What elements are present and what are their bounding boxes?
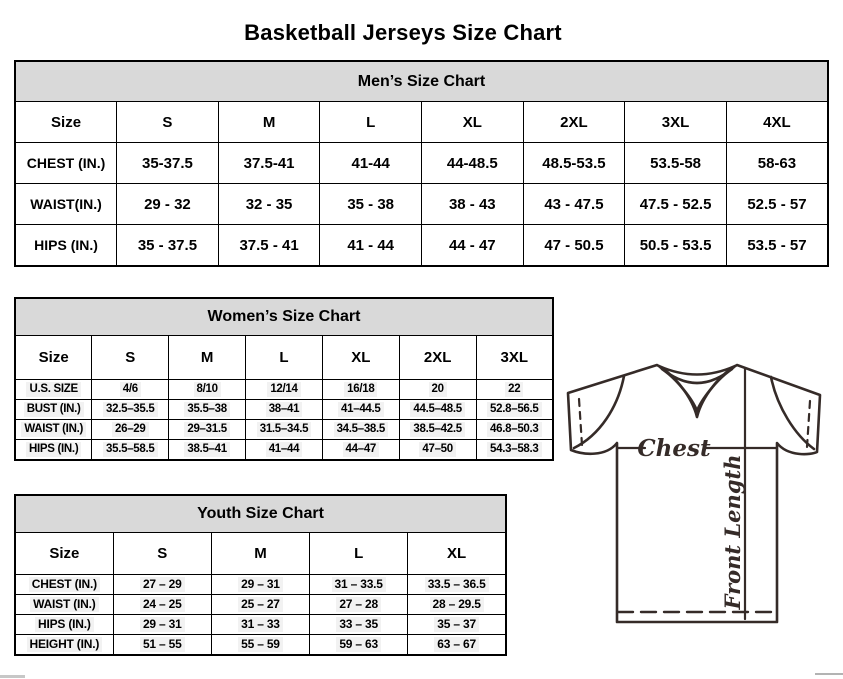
cell: 28 – 29.5 — [408, 595, 506, 615]
horizontal-scrollbar-fragment[interactable] — [815, 673, 843, 675]
cell: 26–29 — [92, 420, 169, 440]
womens-size-table — [14, 297, 554, 461]
cell: 47–50 — [399, 440, 476, 461]
column-header: 4XL — [726, 102, 828, 143]
column-header: Size — [15, 336, 92, 380]
table-row — [15, 615, 506, 635]
horizontal-scrollbar-fragment[interactable] — [0, 675, 25, 678]
column-header: M — [169, 336, 246, 380]
cell: 55 – 59 — [211, 635, 309, 656]
table-row — [15, 225, 828, 267]
cell: 22 — [476, 380, 553, 400]
jersey-measurement-diagram — [558, 357, 840, 649]
front-length-label: Front Length — [720, 454, 745, 610]
table-row — [15, 420, 553, 440]
column-header: XL — [322, 336, 399, 380]
cell: 38.5–41 — [169, 440, 246, 461]
cell: 35 - 38 — [320, 184, 422, 225]
cell: 29 – 31 — [113, 615, 211, 635]
table-row — [15, 143, 828, 184]
table-row — [15, 184, 828, 225]
cell: 59 – 63 — [310, 635, 408, 656]
cell: 37.5-41 — [218, 143, 320, 184]
cell: 33 – 35 — [310, 615, 408, 635]
column-header: 3XL — [625, 102, 727, 143]
cell: 41–44.5 — [322, 400, 399, 420]
cell: 43 - 47.5 — [523, 184, 625, 225]
mens-banner: Men’s Size Chart — [15, 61, 828, 102]
page-title: Basketball Jerseys Size Chart — [244, 19, 562, 45]
table-row — [15, 380, 553, 400]
cell: 41-44 — [320, 143, 422, 184]
mens-size-table — [14, 60, 829, 267]
column-header: L — [246, 336, 323, 380]
cell: 54.3–58.3 — [476, 440, 553, 461]
chest-label: Chest — [637, 435, 711, 462]
row-label: CHEST (IN.) — [15, 575, 113, 595]
cell: 38 - 43 — [422, 184, 524, 225]
column-header: M — [211, 533, 309, 575]
cell: 20 — [399, 380, 476, 400]
row-label: WAIST (IN.) — [15, 420, 92, 440]
cell: 38–41 — [246, 400, 323, 420]
column-header: 3XL — [476, 336, 553, 380]
cell: 4/6 — [92, 380, 169, 400]
youth-size-table — [14, 494, 507, 656]
cell: 41–44 — [246, 440, 323, 461]
cell: 35.5–38 — [169, 400, 246, 420]
cell: 35-37.5 — [117, 143, 219, 184]
cell: 52.5 - 57 — [726, 184, 828, 225]
table-banner-row — [15, 298, 553, 336]
cell: 44 - 47 — [422, 225, 524, 267]
column-header: XL — [408, 533, 506, 575]
column-header: S — [117, 102, 219, 143]
column-header: Size — [15, 102, 117, 143]
column-header: L — [320, 102, 422, 143]
cell: 32 - 35 — [218, 184, 320, 225]
table-row — [15, 575, 506, 595]
cell: 24 – 25 — [113, 595, 211, 615]
cell: 16/18 — [322, 380, 399, 400]
cell: 31.5–34.5 — [246, 420, 323, 440]
cell: 53.5-58 — [625, 143, 727, 184]
table-row — [15, 440, 553, 461]
cell: 38.5–42.5 — [399, 420, 476, 440]
row-label: WAIST (IN.) — [15, 595, 113, 615]
cell: 47.5 - 52.5 — [625, 184, 727, 225]
cell: 44–47 — [322, 440, 399, 461]
column-header: 2XL — [523, 102, 625, 143]
row-label: CHEST (IN.) — [15, 143, 117, 184]
column-header: M — [218, 102, 320, 143]
size-header-row — [15, 336, 553, 380]
table-banner-row — [15, 61, 828, 102]
cell: 41 - 44 — [320, 225, 422, 267]
column-header: L — [310, 533, 408, 575]
row-label: U.S. SIZE — [15, 380, 92, 400]
cell: 51 – 55 — [113, 635, 211, 656]
column-header: S — [92, 336, 169, 380]
cell: 8/10 — [169, 380, 246, 400]
cell: 44-48.5 — [422, 143, 524, 184]
cell: 12/14 — [246, 380, 323, 400]
cell: 35 – 37 — [408, 615, 506, 635]
row-label: HIPS (IN.) — [15, 615, 113, 635]
cell: 44.5–48.5 — [399, 400, 476, 420]
table-banner-row — [15, 495, 506, 533]
cell: 34.5–38.5 — [322, 420, 399, 440]
cell: 31 – 33.5 — [310, 575, 408, 595]
table-row — [15, 595, 506, 615]
table-row — [15, 400, 553, 420]
column-header: Size — [15, 533, 113, 575]
size-header-row — [15, 533, 506, 575]
table-row — [15, 635, 506, 656]
cell: 63 – 67 — [408, 635, 506, 656]
cell: 27 – 28 — [310, 595, 408, 615]
row-label: HIPS (IN.) — [15, 440, 92, 461]
row-label: BUST (IN.) — [15, 400, 92, 420]
cell: 48.5-53.5 — [523, 143, 625, 184]
cell: 47 - 50.5 — [523, 225, 625, 267]
cell: 29 – 31 — [211, 575, 309, 595]
row-label: HIPS (IN.) — [15, 225, 117, 267]
cell: 29 - 32 — [117, 184, 219, 225]
cell: 50.5 - 53.5 — [625, 225, 727, 267]
cell: 52.8–56.5 — [476, 400, 553, 420]
cell: 25 – 27 — [211, 595, 309, 615]
cell: 46.8–50.3 — [476, 420, 553, 440]
cell: 29–31.5 — [169, 420, 246, 440]
column-header: XL — [422, 102, 524, 143]
cell: 27 – 29 — [113, 575, 211, 595]
cell: 37.5 - 41 — [218, 225, 320, 267]
column-header: 2XL — [399, 336, 476, 380]
cell: 32.5–35.5 — [92, 400, 169, 420]
size-header-row — [15, 102, 828, 143]
cell: 58-63 — [726, 143, 828, 184]
womens-banner: Women’s Size Chart — [15, 298, 553, 336]
cell: 53.5 - 57 — [726, 225, 828, 267]
row-label: HEIGHT (IN.) — [15, 635, 113, 656]
cell: 31 – 33 — [211, 615, 309, 635]
youth-banner: Youth Size Chart — [15, 495, 506, 533]
cell: 35 - 37.5 — [117, 225, 219, 267]
column-header: S — [113, 533, 211, 575]
cell: 33.5 – 36.5 — [408, 575, 506, 595]
cell: 35.5–58.5 — [92, 440, 169, 461]
row-label: WAIST(IN.) — [15, 184, 117, 225]
